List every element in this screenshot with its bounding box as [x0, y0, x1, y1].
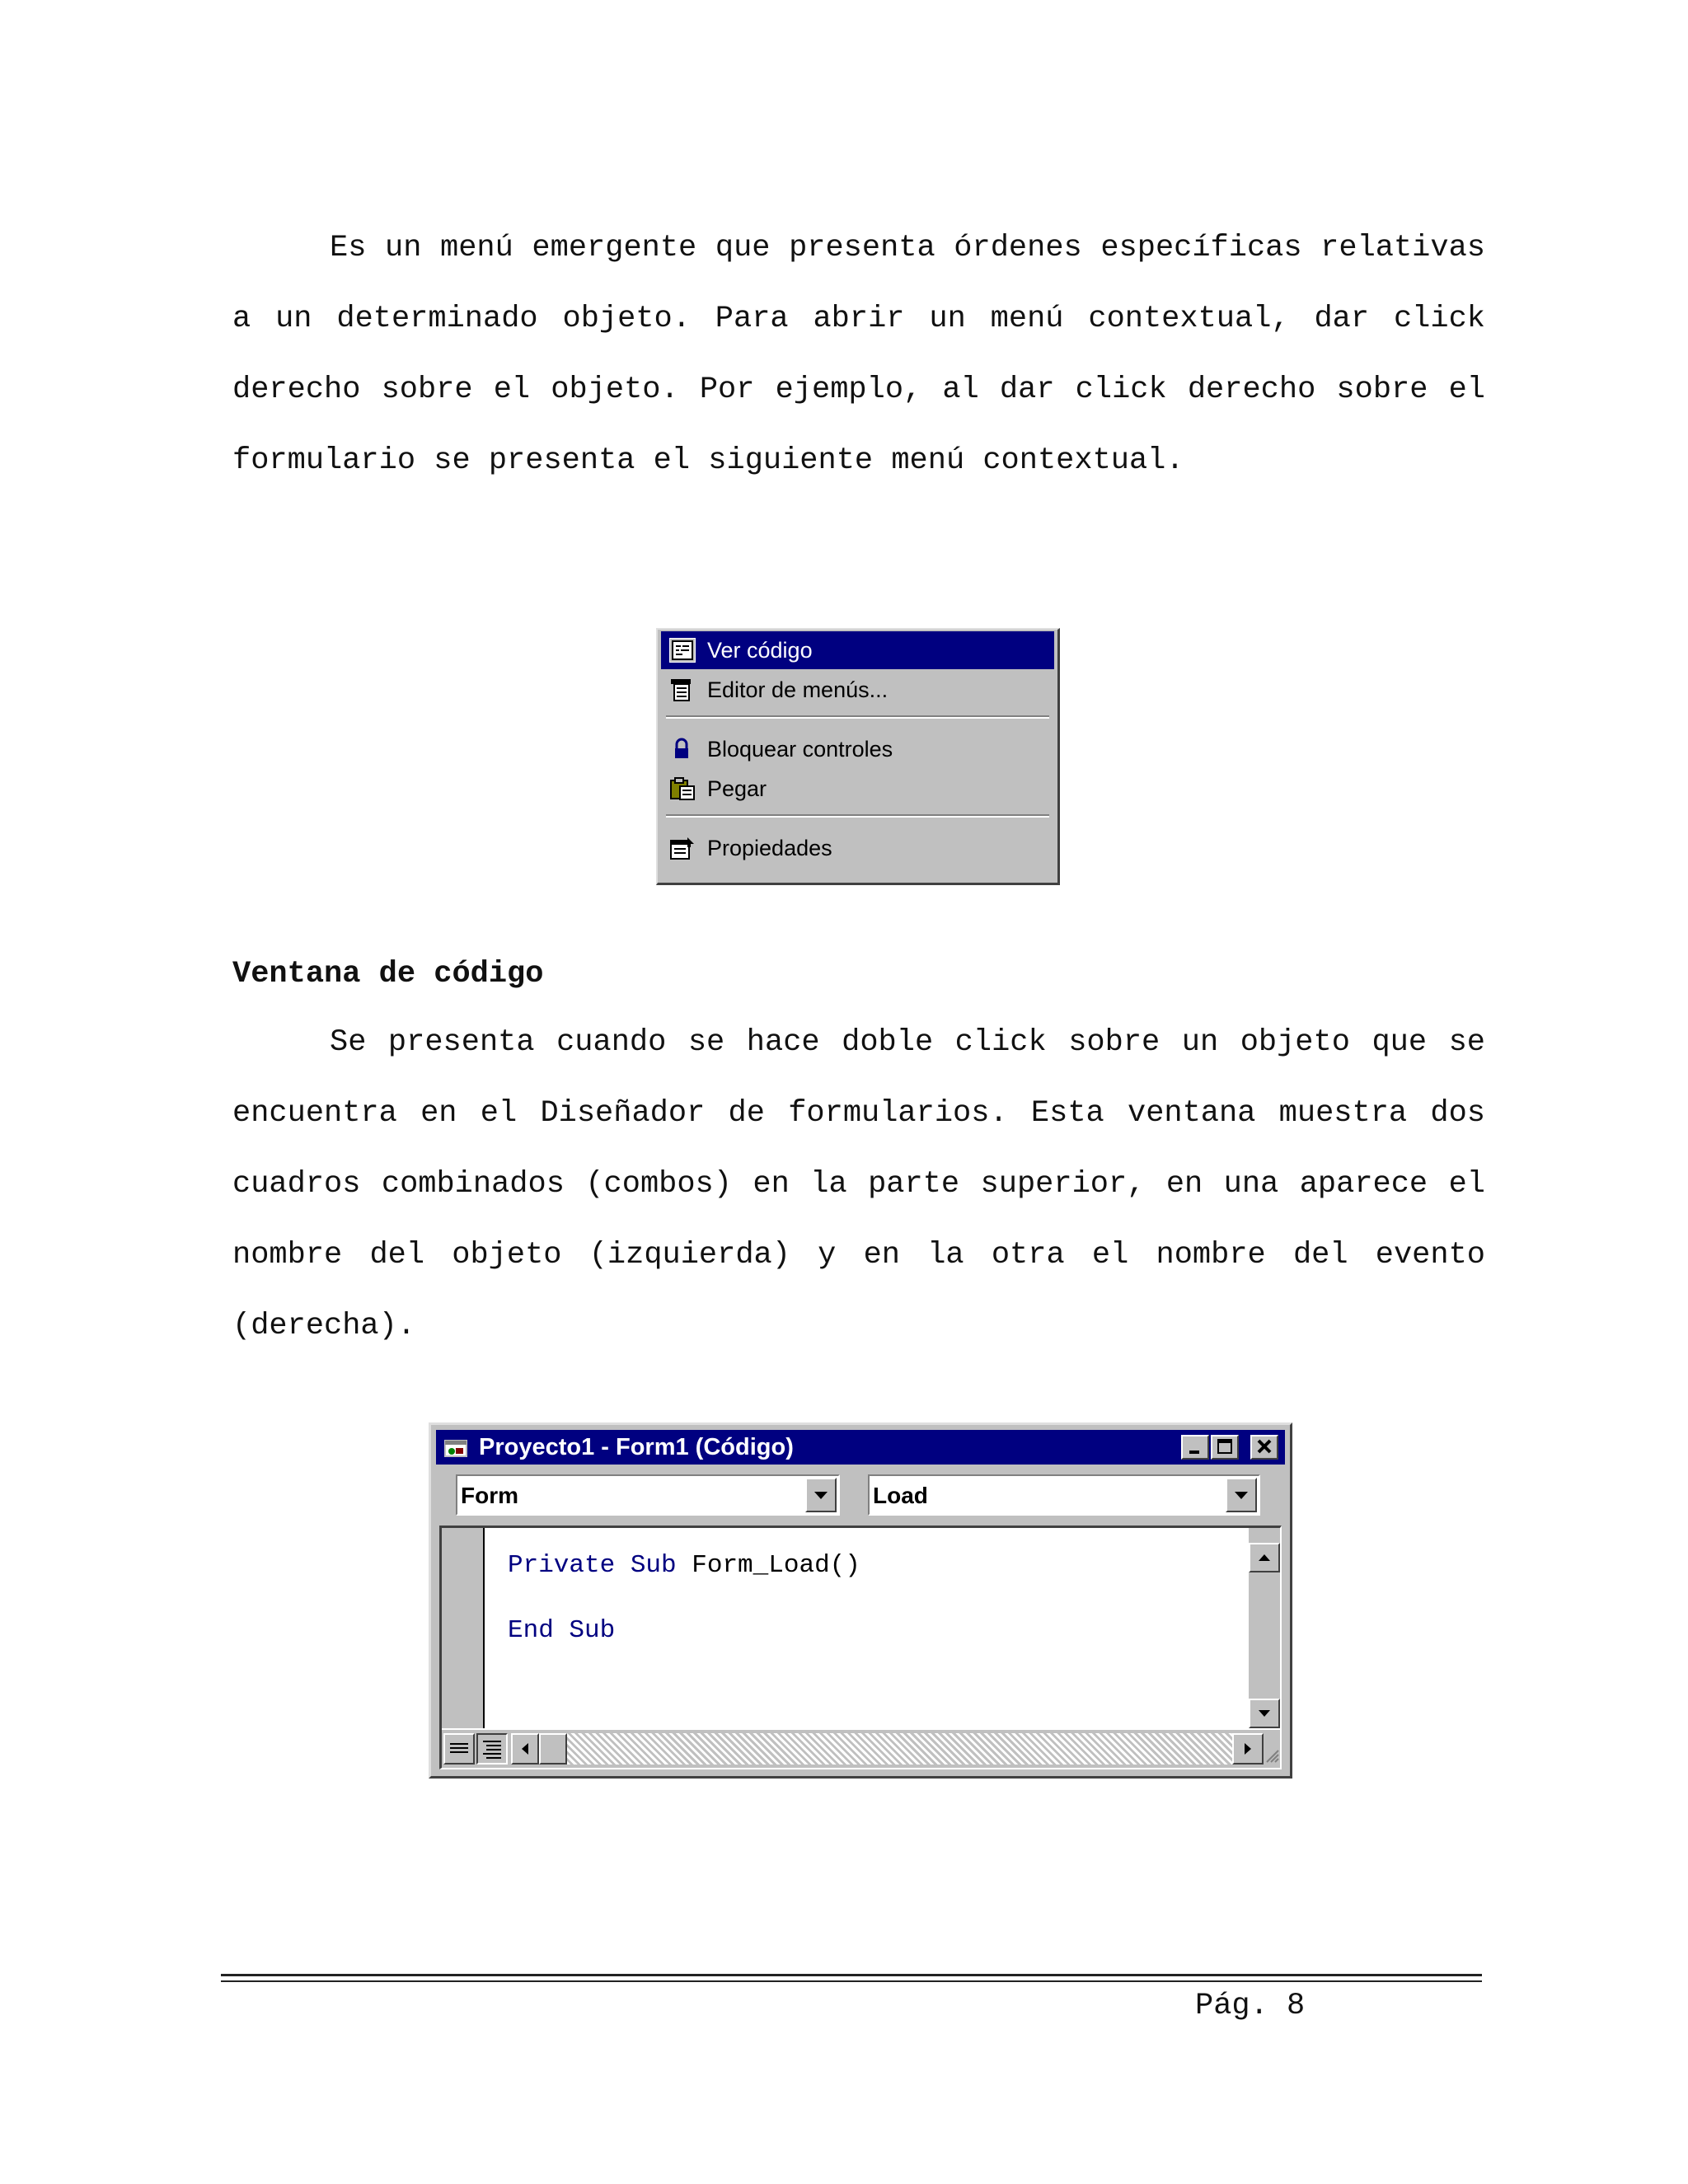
event-combo[interactable]: Load	[868, 1474, 1260, 1516]
context-menu	[656, 628, 1060, 885]
horizontal-scrollbar[interactable]	[442, 1730, 1280, 1768]
menu-separator	[666, 715, 1049, 719]
footer-rule	[221, 1974, 1482, 1976]
horizontal-scroll-track[interactable]	[567, 1733, 1232, 1765]
object-combo-dropdown-button[interactable]	[805, 1478, 837, 1512]
scroll-left-button[interactable]	[511, 1733, 539, 1765]
chevron-down-icon	[1227, 1479, 1255, 1511]
menu-item-ver-codigo[interactable]: Ver código	[661, 631, 1054, 669]
full-module-view-icon	[478, 1735, 506, 1763]
menu-item-pegar[interactable]: Pegar	[661, 770, 1054, 808]
size-grip-icon[interactable]	[1264, 1747, 1280, 1768]
scroll-up-button[interactable]	[1249, 1543, 1280, 1572]
view-code-icon	[669, 638, 696, 663]
section-paragraph: Se presenta cuando se hace doble click sobre un objeto que se encuentra en el Diseñador de formularios. Esta ventana muestra dos cuadros combinados (combos) en la parte superior, en una aparece el nombre del objeto (izquierda) y en la otra el nombre del evento (derecha).	[232, 1025, 1485, 1343]
menu-item-bloquear-controles[interactable]: Bloquear controles	[661, 730, 1054, 768]
page-number: Pág. 8	[1195, 1989, 1306, 2023]
properties-icon	[669, 836, 696, 860]
arrow-right-icon	[1234, 1735, 1262, 1763]
procedure-view-icon	[445, 1735, 473, 1763]
scroll-right-button[interactable]	[1232, 1733, 1264, 1765]
event-combo-dropdown-button[interactable]	[1226, 1478, 1257, 1512]
arrow-down-icon	[1250, 1700, 1278, 1727]
chevron-down-icon	[807, 1479, 835, 1511]
scroll-down-button[interactable]	[1249, 1699, 1280, 1728]
intro-paragraph: Es un menú emergente que presenta órdenes específicas relativas a un determinado objeto. Para abrir un menú contextual, dar click derecho sobre el objeto. Por ejemplo, al dar click derecho sobre el formulario se presenta el siguiente menú contextual.	[232, 231, 1485, 478]
maximize-button[interactable]	[1211, 1435, 1239, 1460]
menu-editor-icon	[669, 677, 696, 702]
close-button[interactable]	[1250, 1435, 1278, 1460]
code-window-icon	[444, 1438, 469, 1462]
code-editor[interactable]	[439, 1526, 1282, 1769]
minimize-icon	[1183, 1436, 1207, 1458]
paste-icon	[669, 776, 696, 801]
minimize-button[interactable]	[1181, 1435, 1209, 1460]
menu-item-propiedades[interactable]: Propiedades	[661, 829, 1054, 867]
window-title: Proyecto1 - Form1 (Código)	[479, 1434, 794, 1460]
code-window	[429, 1422, 1292, 1779]
section-heading: Ventana de código	[232, 957, 544, 991]
vertical-scrollbar[interactable]	[1249, 1528, 1280, 1728]
arrow-up-icon	[1250, 1544, 1278, 1571]
close-icon	[1252, 1436, 1277, 1458]
arrow-left-icon	[513, 1735, 537, 1763]
full-module-view-button[interactable]	[476, 1733, 508, 1765]
object-combo[interactable]: Form	[456, 1474, 840, 1516]
margin-indicator-bar	[442, 1528, 485, 1728]
horizontal-scroll-thumb[interactable]	[539, 1733, 567, 1765]
menu-item-editor-menus[interactable]: Editor de menús...	[661, 671, 1054, 709]
title-bar[interactable]	[436, 1430, 1285, 1465]
procedure-view-button[interactable]	[443, 1733, 475, 1765]
maximize-icon	[1212, 1436, 1237, 1458]
menu-separator	[666, 814, 1049, 818]
code-text[interactable]: Private Sub Form_Load() End Sub	[508, 1551, 860, 1645]
lock-icon	[669, 737, 696, 762]
